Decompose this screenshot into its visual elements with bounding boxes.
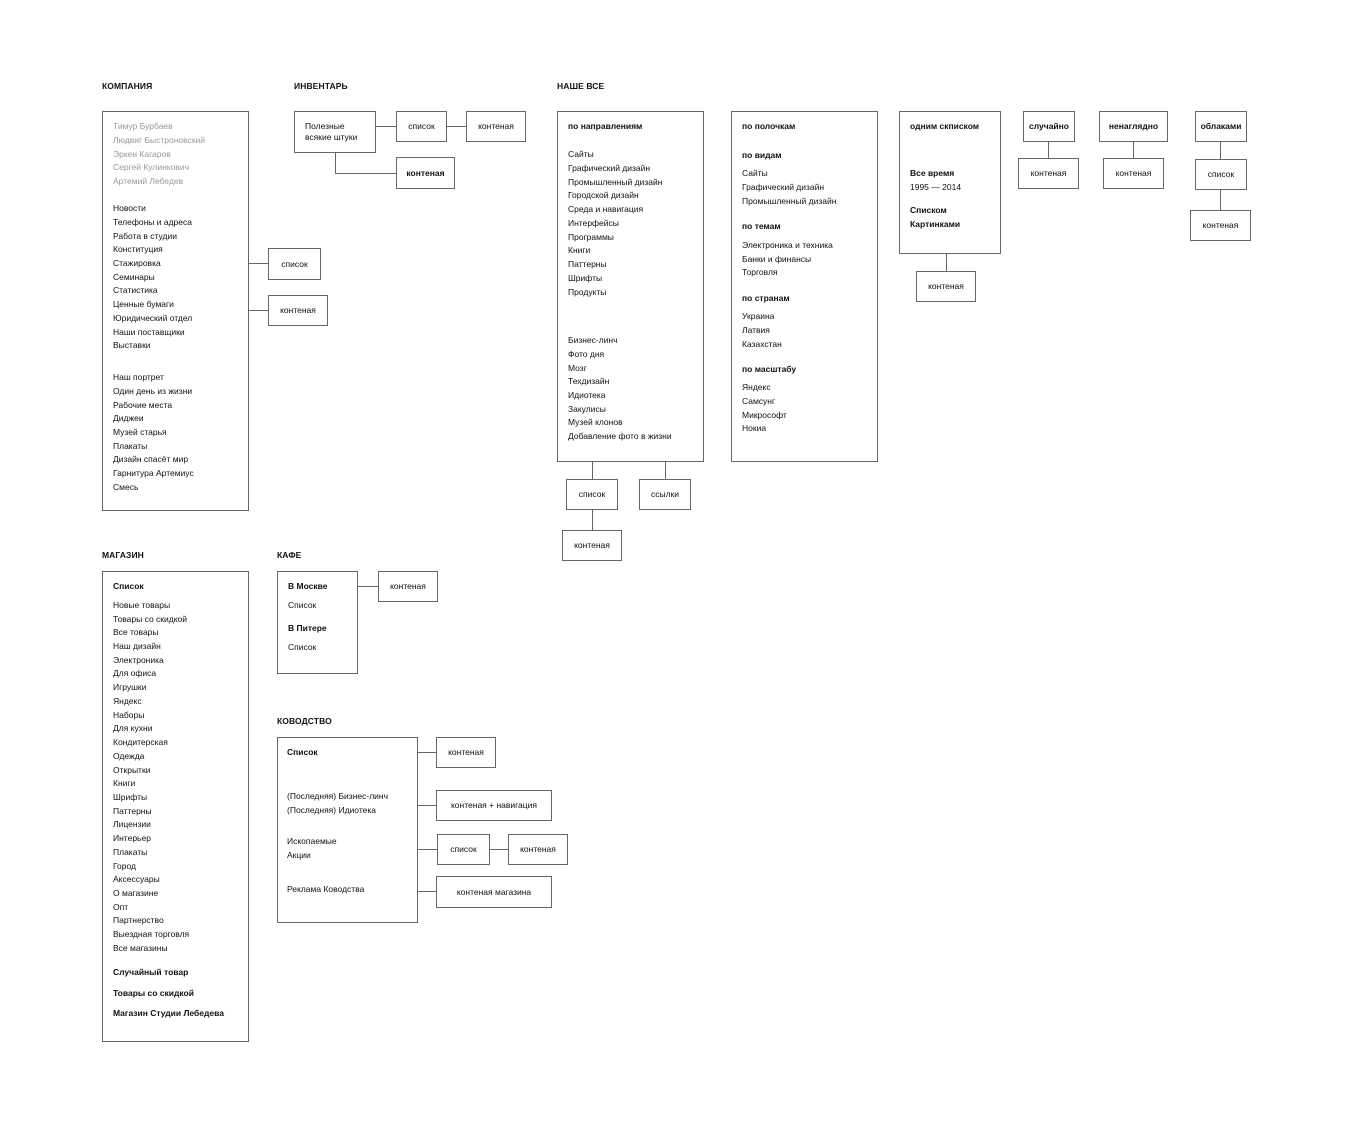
- connector: [665, 462, 666, 479]
- shop-item[interactable]: Электроника: [113, 655, 164, 665]
- kovodstvo-content-node-b[interactable]: контеная: [508, 834, 568, 865]
- cafe-piter-list[interactable]: Список: [288, 642, 317, 652]
- company-menu-item[interactable]: Гарнитура Артемиус: [113, 468, 194, 478]
- inventory-list-node[interactable]: список: [396, 111, 447, 142]
- kovodstvo-content-node[interactable]: контеная: [436, 737, 496, 768]
- company-menu-item[interactable]: Музей старья: [113, 427, 167, 437]
- all-shelves-item[interactable]: Нокиа: [742, 423, 767, 433]
- company-menu-item[interactable]: Диджеи: [113, 413, 144, 423]
- all-directions-item[interactable]: Добавление фото в жизни: [568, 431, 672, 441]
- shop-list-title: Список: [113, 581, 144, 591]
- cafe-moscow[interactable]: В Москве: [288, 581, 328, 591]
- connector: [418, 849, 437, 850]
- company-list-node[interactable]: список: [268, 248, 321, 280]
- all-directions-item[interactable]: Графический дизайн: [568, 163, 651, 173]
- shop-item[interactable]: Наш дизайн: [113, 641, 161, 651]
- kovodstvo-last-idioteka[interactable]: (Последняя) Идиотека: [287, 805, 376, 815]
- shop-item[interactable]: Все магазины: [113, 943, 168, 953]
- connector: [249, 310, 268, 311]
- all-shelves-themes-title: по темам: [742, 221, 781, 231]
- connector: [335, 173, 396, 174]
- shop-item[interactable]: Город: [113, 861, 136, 871]
- connector: [358, 586, 378, 587]
- shop-item[interactable]: Выездная торговля: [113, 929, 190, 939]
- all-shelves-countries-title: по странам: [742, 293, 790, 303]
- all-directions-item[interactable]: Бизнес-линч: [568, 335, 618, 345]
- connector: [418, 805, 436, 806]
- connector: [249, 263, 268, 264]
- company-menu-item[interactable]: Наши поставщики: [113, 327, 185, 337]
- shop-item[interactable]: Аксессуары: [113, 874, 160, 884]
- all-directions-item[interactable]: Промышленный дизайн: [568, 177, 663, 187]
- all-shelves-item[interactable]: Электроника и техника: [742, 240, 833, 250]
- connector: [335, 153, 336, 173]
- company-menu-item[interactable]: Выставки: [113, 340, 151, 350]
- company-menu-item[interactable]: Юридический отдел: [113, 313, 193, 323]
- shop-item[interactable]: Игрушки: [113, 682, 147, 692]
- kovodstvo-box: [277, 737, 418, 923]
- connector: [490, 849, 508, 850]
- section-heading-all: НАШЕ ВСЕ: [557, 81, 605, 91]
- connector: [1220, 142, 1221, 159]
- all-shelves-item[interactable]: Банки и финансы: [742, 254, 812, 264]
- company-menu-item[interactable]: Работа в студии: [113, 231, 177, 241]
- all-shelves-item[interactable]: Сайты: [742, 168, 768, 178]
- company-menu-item[interactable]: Конституция: [113, 244, 163, 254]
- shop-random-item[interactable]: Случайный товар: [113, 967, 189, 977]
- all-directions-item[interactable]: Книги: [568, 245, 591, 255]
- company-menu-item[interactable]: Смесь: [113, 482, 139, 492]
- all-clouds-content-node[interactable]: контеная: [1190, 210, 1251, 241]
- all-shelves-kinds-title: по видам: [742, 150, 782, 160]
- kovodstvo-shop-content-node[interactable]: контеная магазина: [436, 876, 552, 908]
- all-directions-links-node[interactable]: ссылки: [639, 479, 691, 510]
- section-heading-kovodstvo: КОВОДСТВО: [277, 716, 332, 726]
- all-clouds-node[interactable]: облаками: [1195, 111, 1247, 142]
- all-directions-item[interactable]: Фото дня: [568, 349, 605, 359]
- section-heading-company: КОМПАНИЯ: [102, 81, 153, 91]
- shop-item[interactable]: Новые товары: [113, 600, 171, 610]
- shop-item[interactable]: Наборы: [113, 710, 145, 720]
- all-shelves-item[interactable]: Яндекс: [742, 382, 771, 392]
- kovodstvo-last-lynch[interactable]: (Последняя) Бизнес-линч: [287, 791, 389, 801]
- connector: [1133, 142, 1134, 158]
- all-directions-item[interactable]: Продукты: [568, 287, 607, 297]
- all-visual-content-node[interactable]: контеная: [1103, 158, 1164, 189]
- section-heading-cafe: КАФЕ: [277, 550, 302, 560]
- all-directions-item[interactable]: Музей клонов: [568, 417, 623, 427]
- all-as-list[interactable]: Списком: [910, 205, 947, 215]
- cafe-piter[interactable]: В Питере: [288, 623, 327, 633]
- all-shelves-scale-title: по масштабу: [742, 364, 797, 374]
- all-random-node[interactable]: случайно: [1023, 111, 1075, 142]
- connector: [592, 462, 593, 479]
- shop-item[interactable]: Товары со скидкой: [113, 614, 188, 624]
- company-person[interactable]: Людвиг Быстроновский: [113, 135, 206, 145]
- all-directions-item[interactable]: Шрифты: [568, 273, 603, 283]
- all-shelves-item[interactable]: Графический дизайн: [742, 182, 825, 192]
- shop-item[interactable]: Кондитерская: [113, 737, 168, 747]
- shop-item[interactable]: Открытки: [113, 765, 151, 775]
- all-single-list-title: одним скписком: [910, 121, 980, 131]
- shop-item[interactable]: Одежда: [113, 751, 145, 761]
- section-heading-inventory: ИНВЕНТАРЬ: [294, 81, 348, 91]
- shop-item[interactable]: Шрифты: [113, 792, 148, 802]
- shop-item[interactable]: Интерьер: [113, 833, 151, 843]
- kovodstvo-list-node[interactable]: список: [437, 834, 490, 865]
- company-person[interactable]: Артемий Лебедев: [113, 176, 184, 186]
- company-menu-item[interactable]: Дизайн спасёт мир: [113, 454, 189, 464]
- company-person[interactable]: Эркен Кагаров: [113, 149, 171, 159]
- shop-item[interactable]: Для кухни: [113, 723, 153, 733]
- cafe-content-node[interactable]: контеная: [378, 571, 438, 602]
- kovodstvo-content-nav-node[interactable]: контеная + навигация: [436, 790, 552, 821]
- connector: [376, 126, 396, 127]
- company-menu-item[interactable]: Статистика: [113, 285, 158, 295]
- company-menu-item[interactable]: Ценные бумаги: [113, 299, 174, 309]
- all-directions-item[interactable]: Сайты: [568, 149, 594, 159]
- all-shelves-item[interactable]: Торговля: [742, 267, 778, 277]
- shop-studio-store[interactable]: Магазин Студии Лебедева: [113, 1008, 224, 1018]
- cafe-moscow-list[interactable]: Список: [288, 600, 317, 610]
- all-directions-item[interactable]: Городской дизайн: [568, 190, 639, 200]
- connector: [418, 752, 436, 753]
- all-time-range[interactable]: 1995 — 2014: [910, 182, 962, 192]
- all-shelves-item[interactable]: Казахстан: [742, 339, 782, 349]
- kovodstvo-list-title[interactable]: Список: [287, 747, 318, 757]
- all-shelves-title: по полочкам: [742, 121, 796, 131]
- connector: [1220, 190, 1221, 210]
- connector: [946, 254, 947, 271]
- company-menu-item[interactable]: Новости: [113, 203, 146, 213]
- all-shelves-item[interactable]: Микрософт: [742, 410, 787, 420]
- connector: [418, 891, 436, 892]
- all-shelves-item[interactable]: Украина: [742, 311, 775, 321]
- shop-item[interactable]: Опт: [113, 902, 129, 912]
- connector: [447, 126, 466, 127]
- all-clouds-list-node[interactable]: список: [1195, 159, 1247, 190]
- company-menu-item[interactable]: Один день из жизни: [113, 386, 193, 396]
- shop-item[interactable]: Лицензии: [113, 819, 151, 829]
- shop-item[interactable]: Паттерны: [113, 806, 152, 816]
- shop-item[interactable]: Плакаты: [113, 847, 148, 857]
- all-directions-item[interactable]: Идиотека: [568, 390, 606, 400]
- all-directions-list-node[interactable]: список: [566, 479, 618, 510]
- shop-item[interactable]: Яндекс: [113, 696, 142, 706]
- kovodstvo-actions[interactable]: Акции: [287, 850, 311, 860]
- all-directions-item[interactable]: Закулисы: [568, 404, 606, 414]
- company-content-node[interactable]: контеная: [268, 295, 328, 326]
- all-visual-node[interactable]: ненаглядно: [1099, 111, 1168, 142]
- all-shelves-item[interactable]: Промышленный дизайн: [742, 196, 837, 206]
- shop-discount-item[interactable]: Товары со скидкой: [113, 988, 194, 998]
- inventory-content-node-a[interactable]: контеная: [466, 111, 526, 142]
- shop-item[interactable]: Все товары: [113, 627, 159, 637]
- all-directions-item[interactable]: Среда и навигация: [568, 204, 644, 214]
- all-as-pictures[interactable]: Картинками: [910, 219, 961, 229]
- kovodstvo-fossils[interactable]: Ископаемые: [287, 836, 337, 846]
- connector: [592, 510, 593, 530]
- company-person[interactable]: Тимур Бурбаев: [113, 121, 173, 131]
- all-shelves-item[interactable]: Самсунг: [742, 396, 776, 406]
- company-menu-item[interactable]: Семинары: [113, 272, 155, 282]
- connector: [1048, 142, 1049, 158]
- all-directions-item[interactable]: Техдизайн: [568, 376, 610, 386]
- all-directions-title: по направлениям: [568, 121, 643, 131]
- company-menu-item[interactable]: Наш портрет: [113, 372, 164, 382]
- company-menu-item[interactable]: Стажировка: [113, 258, 161, 268]
- all-directions-item[interactable]: Мозг: [568, 363, 587, 373]
- all-shelves-item[interactable]: Латвия: [742, 325, 770, 335]
- company-menu-item[interactable]: Плакаты: [113, 441, 148, 451]
- section-heading-shop: МАГАЗИН: [102, 550, 144, 560]
- shop-item[interactable]: Для офиса: [113, 668, 157, 678]
- company-person[interactable]: Сергей Кулинкович: [113, 162, 189, 172]
- inventory-content-node-b[interactable]: контеная: [396, 157, 455, 189]
- shop-item[interactable]: О магазине: [113, 888, 159, 898]
- shop-item[interactable]: Книги: [113, 778, 136, 788]
- all-directions-item[interactable]: Паттерны: [568, 259, 607, 269]
- company-menu-item[interactable]: Телефоны и адреса: [113, 217, 192, 227]
- all-random-content-node[interactable]: контеная: [1018, 158, 1079, 189]
- all-directions-item[interactable]: Программы: [568, 232, 614, 242]
- all-directions-content-node[interactable]: контеная: [562, 530, 622, 561]
- company-menu-item[interactable]: Рабочие места: [113, 400, 173, 410]
- all-directions-item[interactable]: Интерфейсы: [568, 218, 619, 228]
- inventory-root-node[interactable]: Полезные всякие штуки: [294, 111, 376, 153]
- all-time-title[interactable]: Все время: [910, 168, 955, 178]
- shop-item[interactable]: Партнерство: [113, 915, 164, 925]
- all-single-list-content-node[interactable]: контеная: [916, 271, 976, 302]
- kovodstvo-ads[interactable]: Реклама Ководства: [287, 884, 365, 894]
